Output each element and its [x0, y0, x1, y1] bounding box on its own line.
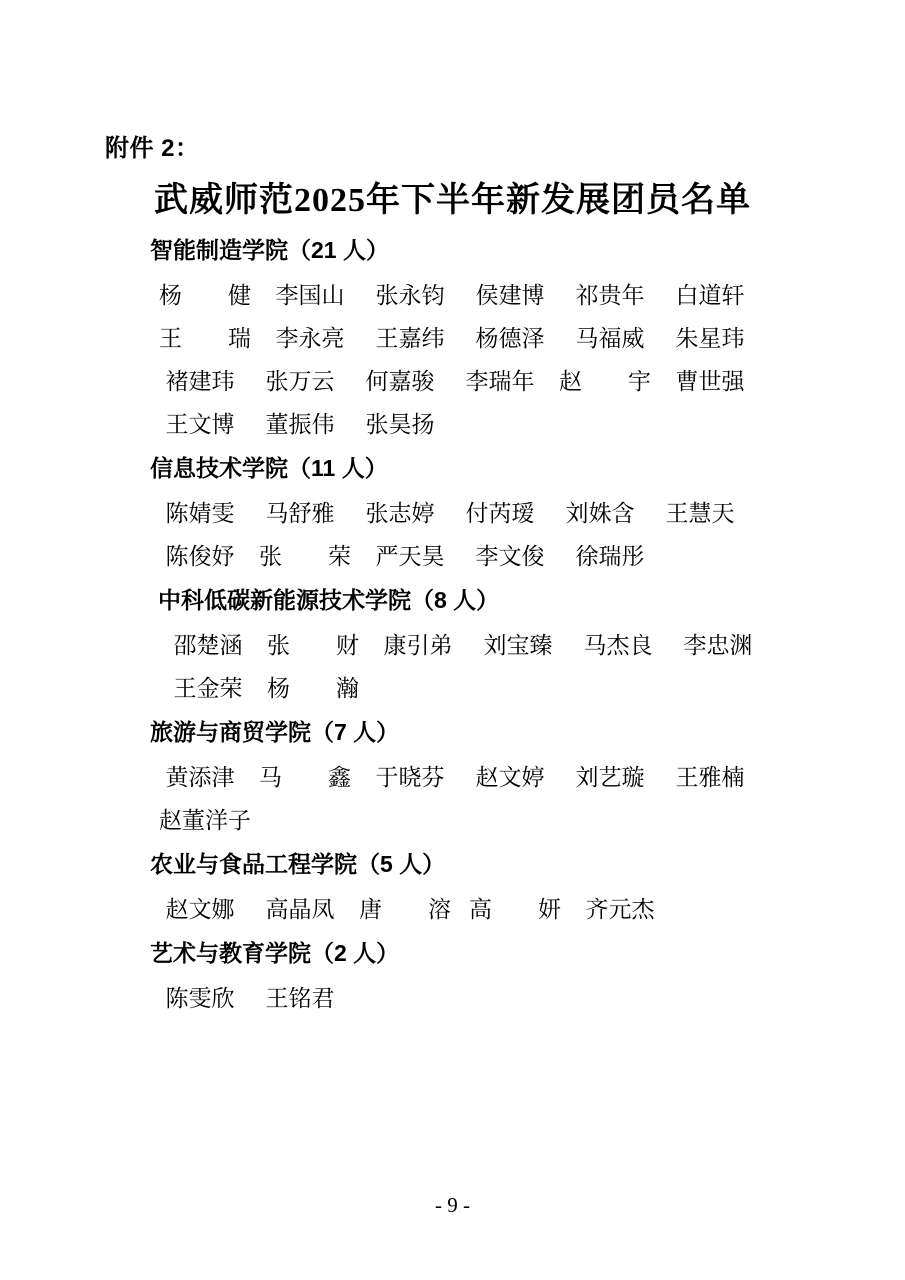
student-name: 王铭君	[265, 985, 335, 1011]
name-rows	[150, 274, 750, 446]
name-row	[150, 274, 750, 317]
student-name: 王嘉纬	[375, 325, 445, 351]
name-rows	[150, 756, 750, 842]
name-row	[150, 756, 750, 799]
name-row	[150, 667, 750, 710]
name-row	[150, 360, 750, 403]
student-name: 王文博	[165, 411, 235, 437]
attachment-label: 附件 2：	[105, 135, 200, 162]
student-name: 赵董洋子	[159, 807, 251, 833]
student-name: 侯建博	[475, 282, 545, 308]
student-name: 徐瑞彤	[575, 543, 645, 569]
student-name: 王金荣	[173, 675, 243, 701]
student-name: 张万云	[265, 368, 335, 394]
student-name: 王雅楠	[675, 764, 745, 790]
name-rows	[150, 624, 753, 710]
department-heading: 农业与食品工程学院（5 人）	[150, 851, 446, 877]
department-block	[150, 450, 750, 578]
name-rows	[150, 888, 750, 931]
name-row	[150, 799, 750, 842]
student-name: 张昊扬	[365, 411, 435, 437]
student-name: 杨德泽	[475, 325, 545, 351]
department-heading: 艺术与教育学院（2 人）	[150, 940, 400, 966]
student-name: 高 妍	[469, 896, 561, 922]
student-name: 祁贵年	[575, 282, 645, 308]
student-name: 赵 宇	[559, 368, 651, 394]
student-name: 陈俊妤	[165, 543, 235, 569]
student-name: 朱星玮	[675, 325, 745, 351]
student-name: 黄添津	[165, 764, 235, 790]
page-title: 武威师范2025年下半年新发展团员名单	[154, 182, 751, 219]
name-row	[150, 492, 750, 535]
student-name: 马舒雅	[265, 500, 335, 526]
student-name: 唐 溶	[359, 896, 451, 922]
student-name: 曹世强	[675, 368, 745, 394]
name-rows	[150, 492, 750, 578]
student-name: 马杰良	[583, 632, 653, 658]
student-name: 于晓芬	[375, 764, 445, 790]
name-rows	[150, 977, 750, 1020]
department-heading: 中科低碳新能源技术学院（8 人）	[158, 587, 500, 613]
student-name: 张 财	[267, 632, 359, 658]
department-heading: 信息技术学院（11 人）	[150, 455, 388, 481]
student-name: 杨 瀚	[267, 675, 359, 701]
student-name: 付芮瑷	[465, 500, 535, 526]
student-name: 李文俊	[475, 543, 545, 569]
student-name: 齐元杰	[585, 896, 655, 922]
student-name: 张志婷	[365, 500, 435, 526]
student-name: 王 瑞	[159, 325, 251, 351]
student-name: 褚建玮	[165, 368, 235, 394]
department-list	[150, 232, 753, 1024]
department-block	[150, 846, 750, 931]
name-row	[150, 977, 750, 1020]
name-row	[150, 535, 750, 578]
student-name: 李忠渊	[683, 632, 753, 658]
department-block	[150, 714, 750, 842]
student-name: 刘宝臻	[483, 632, 553, 658]
student-name: 董振伟	[265, 411, 335, 437]
student-name: 陈雯欣	[165, 985, 235, 1011]
student-name: 李永亮	[275, 325, 345, 351]
student-name: 马福威	[575, 325, 645, 351]
student-name: 何嘉骏	[365, 368, 435, 394]
student-name: 刘艺璇	[575, 764, 645, 790]
department-block	[150, 582, 753, 710]
department-block	[150, 935, 750, 1020]
student-name: 邵楚涵	[173, 632, 243, 658]
student-name: 康引弟	[383, 632, 453, 658]
student-name: 李瑞年	[465, 368, 535, 394]
student-name: 李国山	[275, 282, 345, 308]
student-name: 王慧天	[665, 500, 735, 526]
name-row	[150, 888, 750, 931]
student-name: 张 荣	[259, 543, 351, 569]
student-name: 刘姝含	[565, 500, 635, 526]
student-name: 白道轩	[675, 282, 745, 308]
student-name: 高晶凤	[265, 896, 335, 922]
student-name: 杨 健	[159, 282, 251, 308]
department-block	[150, 232, 750, 446]
name-row	[150, 624, 753, 667]
student-name: 马 鑫	[259, 764, 351, 790]
page-number: - 9 -	[435, 1193, 470, 1217]
department-heading: 旅游与商贸学院（7 人）	[150, 719, 400, 745]
student-name: 赵文婷	[475, 764, 545, 790]
name-row	[150, 403, 750, 446]
student-name: 张永钧	[375, 282, 445, 308]
department-heading: 智能制造学院（21 人）	[150, 237, 389, 263]
name-row	[150, 317, 750, 360]
student-name: 严天昊	[375, 543, 445, 569]
student-name: 陈婧雯	[165, 500, 235, 526]
student-name: 赵文娜	[165, 896, 235, 922]
